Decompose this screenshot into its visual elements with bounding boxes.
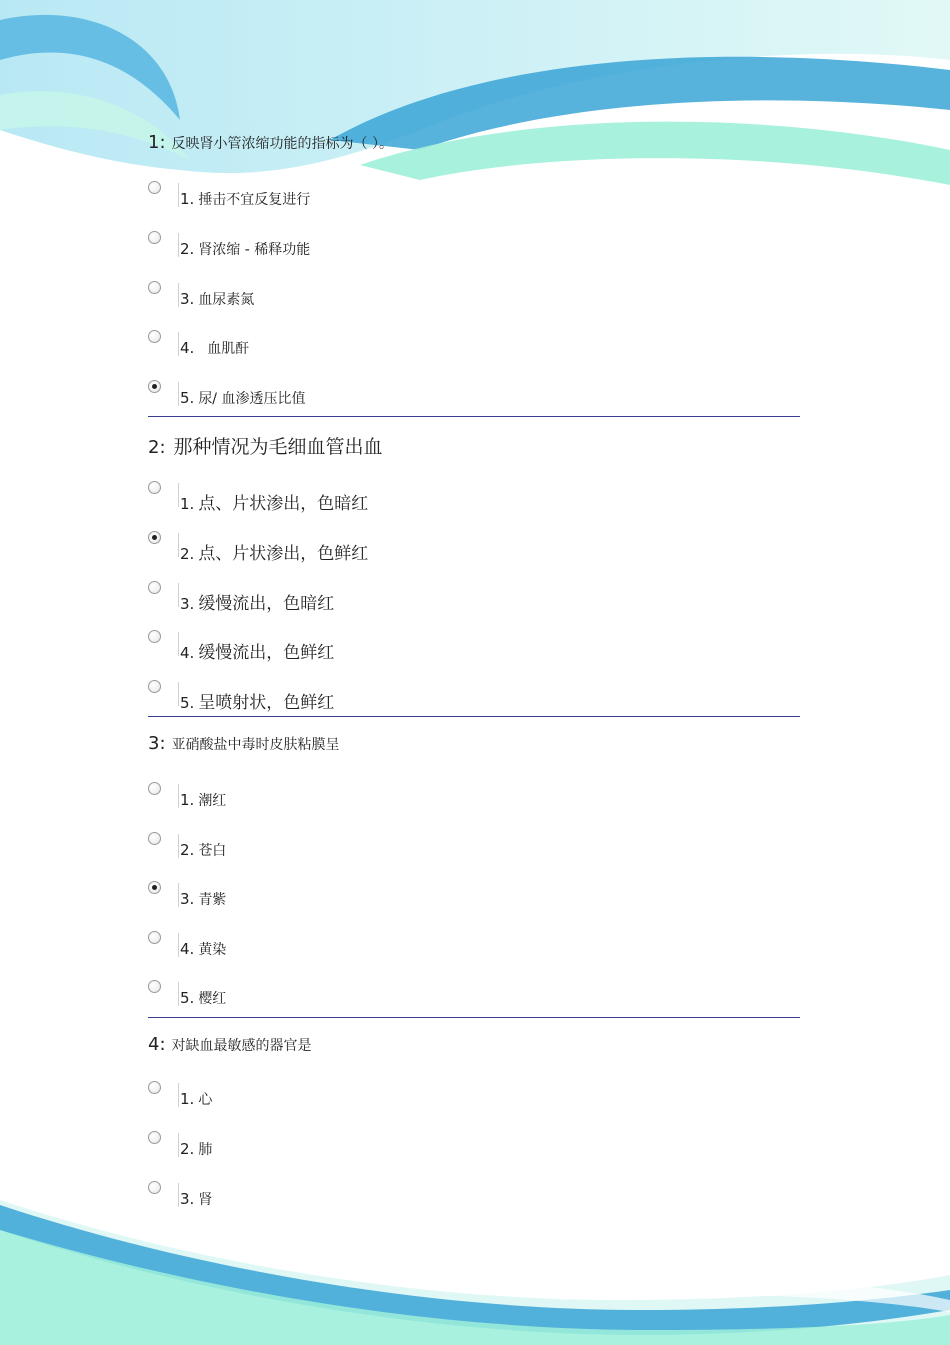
radio-button[interactable]	[148, 1081, 161, 1094]
question-divider	[148, 716, 800, 717]
option-label	[180, 1139, 212, 1159]
question-title	[148, 1034, 312, 1055]
option-number: 1.	[180, 1090, 195, 1108]
option-3[interactable]	[148, 881, 548, 907]
radio-button[interactable]	[148, 231, 161, 244]
option-1[interactable]	[148, 481, 548, 514]
option-text: 缓慢流出，色暗红	[198, 594, 335, 614]
option-label	[180, 988, 226, 1008]
radio-button[interactable]	[148, 931, 161, 944]
question-title	[148, 432, 383, 459]
option-marker	[178, 784, 179, 808]
option-text: 血肌酐	[198, 341, 250, 357]
radio-button[interactable]	[148, 980, 161, 993]
option-marker	[178, 1183, 179, 1207]
option-marker	[178, 632, 179, 656]
option-number: 3.	[180, 890, 195, 908]
option-text: 苍白	[198, 843, 227, 859]
option-label	[180, 539, 368, 564]
radio-button-selected[interactable]	[148, 531, 161, 544]
option-label	[180, 688, 334, 713]
option-5[interactable]	[148, 980, 548, 1006]
option-3[interactable]	[148, 1181, 548, 1207]
radio-button-selected[interactable]	[148, 881, 161, 894]
option-4[interactable]	[148, 630, 548, 663]
option-marker	[178, 1133, 179, 1157]
question-number: 2:	[148, 437, 166, 458]
radio-button[interactable]	[148, 481, 161, 494]
question-divider	[148, 1017, 800, 1018]
option-label	[180, 1089, 212, 1109]
option-number: 2.	[180, 841, 195, 859]
question-divider	[148, 416, 800, 417]
option-number: 3.	[180, 1190, 195, 1208]
option-4[interactable]	[148, 931, 548, 957]
question-title	[148, 132, 393, 153]
option-marker	[178, 834, 179, 858]
option-1[interactable]	[148, 181, 548, 207]
option-number: 4.	[180, 644, 195, 662]
question-number: 4:	[148, 1034, 166, 1055]
option-label	[180, 338, 249, 358]
option-5[interactable]	[148, 380, 548, 406]
option-text: 呈喷射状，色鲜红	[198, 693, 335, 713]
option-text: 点、片状渗出，色鲜红	[198, 544, 369, 564]
radio-button[interactable]	[148, 281, 161, 294]
option-number: 1.	[180, 791, 195, 809]
option-label	[180, 638, 334, 663]
option-text: 青紫	[198, 892, 227, 908]
option-text: 肺	[198, 1142, 213, 1158]
question-text: 对缺血最敏感的器官是	[171, 1038, 312, 1054]
option-2[interactable]	[148, 531, 548, 564]
option-3[interactable]	[148, 581, 548, 614]
option-label	[180, 1189, 212, 1209]
option-label	[180, 589, 334, 614]
option-marker	[178, 233, 179, 257]
option-marker	[178, 382, 179, 406]
option-marker	[178, 533, 179, 557]
option-label	[180, 189, 310, 209]
option-text: 肾	[198, 1192, 213, 1208]
option-1[interactable]	[148, 1081, 548, 1107]
option-3[interactable]	[148, 281, 548, 307]
radio-button[interactable]	[148, 680, 161, 693]
option-text: 点、片状渗出，色暗红	[198, 494, 369, 514]
radio-button[interactable]	[148, 581, 161, 594]
option-label	[180, 489, 368, 514]
option-text: 心	[198, 1092, 213, 1108]
option-number: 1.	[180, 190, 195, 208]
option-text: 缓慢流出，色鲜红	[198, 643, 335, 663]
option-text: 潮红	[198, 793, 227, 809]
question-text: 那种情况为毛细血管出血	[173, 436, 383, 458]
option-text: 肾浓缩 - 稀释功能	[198, 242, 311, 258]
radio-button[interactable]	[148, 1181, 161, 1194]
option-number: 3.	[180, 595, 195, 613]
radio-button-selected[interactable]	[148, 380, 161, 393]
option-text: 血尿素氮	[198, 292, 255, 308]
option-number: 1.	[180, 495, 195, 513]
option-label	[180, 840, 226, 860]
question-title	[148, 733, 340, 754]
option-1[interactable]	[148, 782, 548, 808]
option-marker	[178, 283, 179, 307]
option-label	[180, 790, 226, 810]
option-label	[180, 239, 310, 259]
option-4[interactable]	[148, 330, 548, 356]
option-2[interactable]	[148, 1131, 548, 1157]
option-number: 4.	[180, 940, 195, 958]
radio-button[interactable]	[148, 330, 161, 343]
question-number: 3:	[148, 733, 166, 754]
option-number: 4.	[180, 339, 195, 357]
radio-button[interactable]	[148, 1131, 161, 1144]
option-label	[180, 289, 254, 309]
option-marker	[178, 1083, 179, 1107]
radio-button[interactable]	[148, 630, 161, 643]
option-5[interactable]	[148, 680, 548, 713]
option-marker	[178, 933, 179, 957]
option-marker	[178, 982, 179, 1006]
option-number: 5.	[180, 389, 195, 407]
radio-button[interactable]	[148, 181, 161, 194]
option-number: 2.	[180, 1140, 195, 1158]
option-text: 尿/ 血渗透压比值	[198, 391, 306, 407]
option-label	[180, 889, 226, 909]
option-label	[180, 388, 305, 408]
radio-button[interactable]	[148, 782, 161, 795]
option-text: 黄染	[198, 942, 227, 958]
option-number: 3.	[180, 290, 195, 308]
option-number: 5.	[180, 694, 195, 712]
option-marker	[178, 332, 179, 356]
option-marker	[178, 583, 179, 607]
option-number: 5.	[180, 989, 195, 1007]
option-text: 樱红	[198, 991, 227, 1007]
option-marker	[178, 483, 179, 507]
radio-button[interactable]	[148, 832, 161, 845]
option-text: 捶击不宜反复进行	[198, 192, 311, 208]
option-marker	[178, 883, 179, 907]
question-text: 反映肾小管浓缩功能的指标为（ ）。	[171, 136, 393, 152]
question-text: 亚硝酸盐中毒时皮肤粘膜呈	[171, 737, 340, 753]
option-2[interactable]	[148, 231, 548, 257]
option-marker	[178, 183, 179, 207]
question-number: 1:	[148, 132, 166, 153]
option-marker	[178, 682, 179, 706]
option-2[interactable]	[148, 832, 548, 858]
option-number: 2.	[180, 545, 195, 563]
option-label	[180, 939, 226, 959]
option-number: 2.	[180, 240, 195, 258]
